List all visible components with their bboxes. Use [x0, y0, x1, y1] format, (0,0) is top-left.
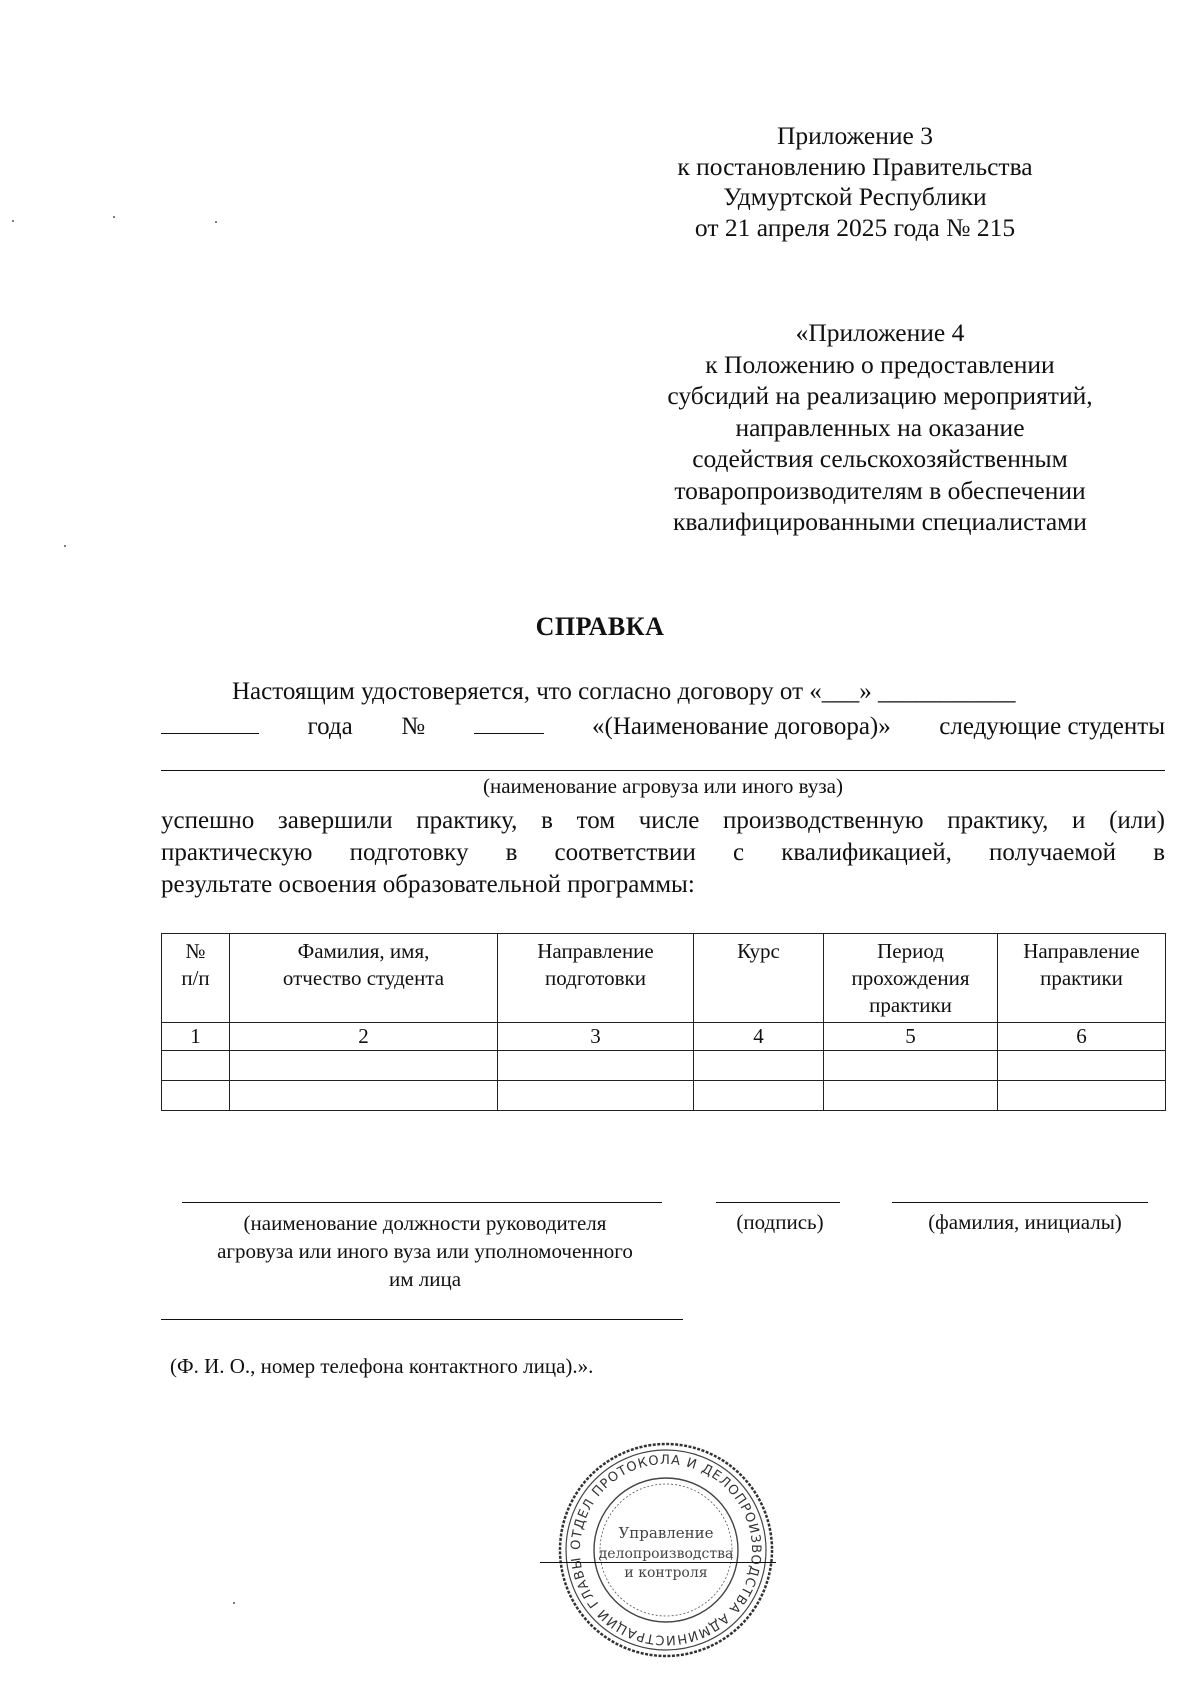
- stamp-crossing-line: [540, 1562, 776, 1563]
- table-column-number-row: [162, 1023, 1166, 1051]
- appendix-3-line: Удмуртской Республики: [723, 182, 987, 211]
- table-cell[interactable]: [998, 1081, 1166, 1111]
- contact-caption: (Ф. И. О., номер телефона контактного лица).».: [170, 1354, 594, 1378]
- table-cell[interactable]: [694, 1051, 824, 1081]
- paragraph-line: успешно завершили практику, в том числе производственную практику, и (или): [161, 807, 1165, 834]
- appendix-3-block: [655, 121, 1055, 243]
- table-header-row: [162, 934, 1166, 1023]
- stamp-center-line-3: и контроля: [624, 1565, 708, 1581]
- official-stamp: [556, 1440, 776, 1660]
- appendix-3-line: от 21 апреля 2025 года № 215: [694, 212, 1016, 242]
- scan-speck: [233, 1602, 235, 1604]
- svg-text:ОТДЕЛ ПРОТОКОЛА И ДЕЛОПРОИЗВОД: [556, 1440, 763, 1647]
- table-cell[interactable]: [498, 1081, 694, 1111]
- signature-caption: (подпись): [736, 1210, 824, 1234]
- scan-speck: [12, 220, 14, 222]
- scan-speck: [113, 216, 115, 218]
- table-cell[interactable]: [230, 1051, 498, 1081]
- contact-line: [161, 1319, 683, 1320]
- table-cell[interactable]: [498, 1051, 694, 1081]
- header-cell-fullname: Фамилия, имя, отчество студента: [230, 934, 498, 1023]
- header-cell-study-direction: Направление подготовки: [498, 934, 694, 1023]
- header-cell-course: Курс: [694, 934, 824, 1023]
- table-row: [162, 1051, 1166, 1081]
- header-cell-practice-direction: Направление практики: [998, 934, 1166, 1023]
- appendix-4-line: направленных на оказание: [735, 412, 1025, 442]
- name-caption: (фамилия, инициалы): [928, 1210, 1122, 1234]
- table-row: [162, 1081, 1166, 1111]
- header-cell-number: № п/п: [162, 934, 230, 1023]
- university-caption: (наименование агровуза или иного вуза): [483, 774, 843, 798]
- paragraph-line: практическую подготовку в соответствии с квалификацией, получаемой в: [161, 839, 1165, 866]
- table-cell[interactable]: [694, 1081, 824, 1111]
- appendix-4-line: субсидий на реализацию мероприятий,: [667, 381, 1093, 410]
- appendix-3-line: Приложение 3: [777, 121, 933, 150]
- stamp-outer-text: ОТДЕЛ ПРОТОКОЛА И ДЕЛОПРОИЗВОДСТВА АДМИНИСТРАЦИИ ГЛАВЫ: [568, 1452, 764, 1648]
- appendix-4-line: товаропроизводителям в обеспечении: [674, 475, 1086, 505]
- table-cell[interactable]: [824, 1051, 998, 1081]
- appendix-4-block: [640, 317, 1120, 538]
- column-number: 1: [162, 1023, 230, 1051]
- appendix-4-line: к Положению о предоставлении: [705, 349, 1055, 379]
- column-number: 4: [694, 1023, 824, 1051]
- column-number: 6: [998, 1023, 1166, 1051]
- paragraph-line: результате освоения образовательной программы:: [161, 871, 695, 898]
- body-line-1: Настоящим удостоверяется, что согласно договору от «___» ___________: [232, 678, 1016, 705]
- table-cell[interactable]: [998, 1051, 1166, 1081]
- appendix-4-line: квалифицированными специалистами: [673, 507, 1087, 536]
- appendix-3-line: к постановлению Правительства: [677, 151, 1033, 181]
- column-number: 3: [498, 1023, 694, 1051]
- appendix-4-line: содействия сельскохозяйственным: [692, 444, 1068, 473]
- header-cell-practice-period: Период прохождения практики: [824, 934, 998, 1023]
- scan-speck: [215, 221, 217, 223]
- stamp-center-line-2: делопроизводства: [598, 1546, 734, 1562]
- stamp-center-line-1: Управление: [618, 1524, 714, 1542]
- document-title: СПРАВКА: [535, 612, 665, 641]
- contract-name-placeholder: «(Наименование договора)»: [592, 713, 891, 740]
- position-signature-line: [182, 1202, 662, 1203]
- position-caption: (наименование должности руководителя агровуза или иного вуза или уполномоченного им лица: [217, 1211, 633, 1291]
- table-cell[interactable]: [824, 1081, 998, 1111]
- contract-number-blank: [474, 711, 544, 734]
- year-word: года: [307, 713, 353, 740]
- university-name-line: [161, 770, 1165, 771]
- table-cell[interactable]: [230, 1081, 498, 1111]
- date-year-blank: [161, 711, 259, 734]
- students-table: [161, 933, 1166, 1111]
- students-phrase: следующие студенты: [939, 713, 1165, 740]
- body-line-2: [161, 711, 1165, 742]
- table-cell[interactable]: [162, 1051, 230, 1081]
- table-cell[interactable]: [162, 1081, 230, 1111]
- column-number: 5: [824, 1023, 998, 1051]
- number-sign: №: [401, 713, 426, 740]
- name-signature-line: [892, 1202, 1148, 1203]
- appendix-4-line: «Приложение 4: [795, 318, 965, 347]
- column-number: 2: [230, 1023, 498, 1051]
- signature-line: [716, 1202, 840, 1203]
- stamp-seal-graphic: [556, 1440, 776, 1660]
- scan-speck: [64, 545, 66, 547]
